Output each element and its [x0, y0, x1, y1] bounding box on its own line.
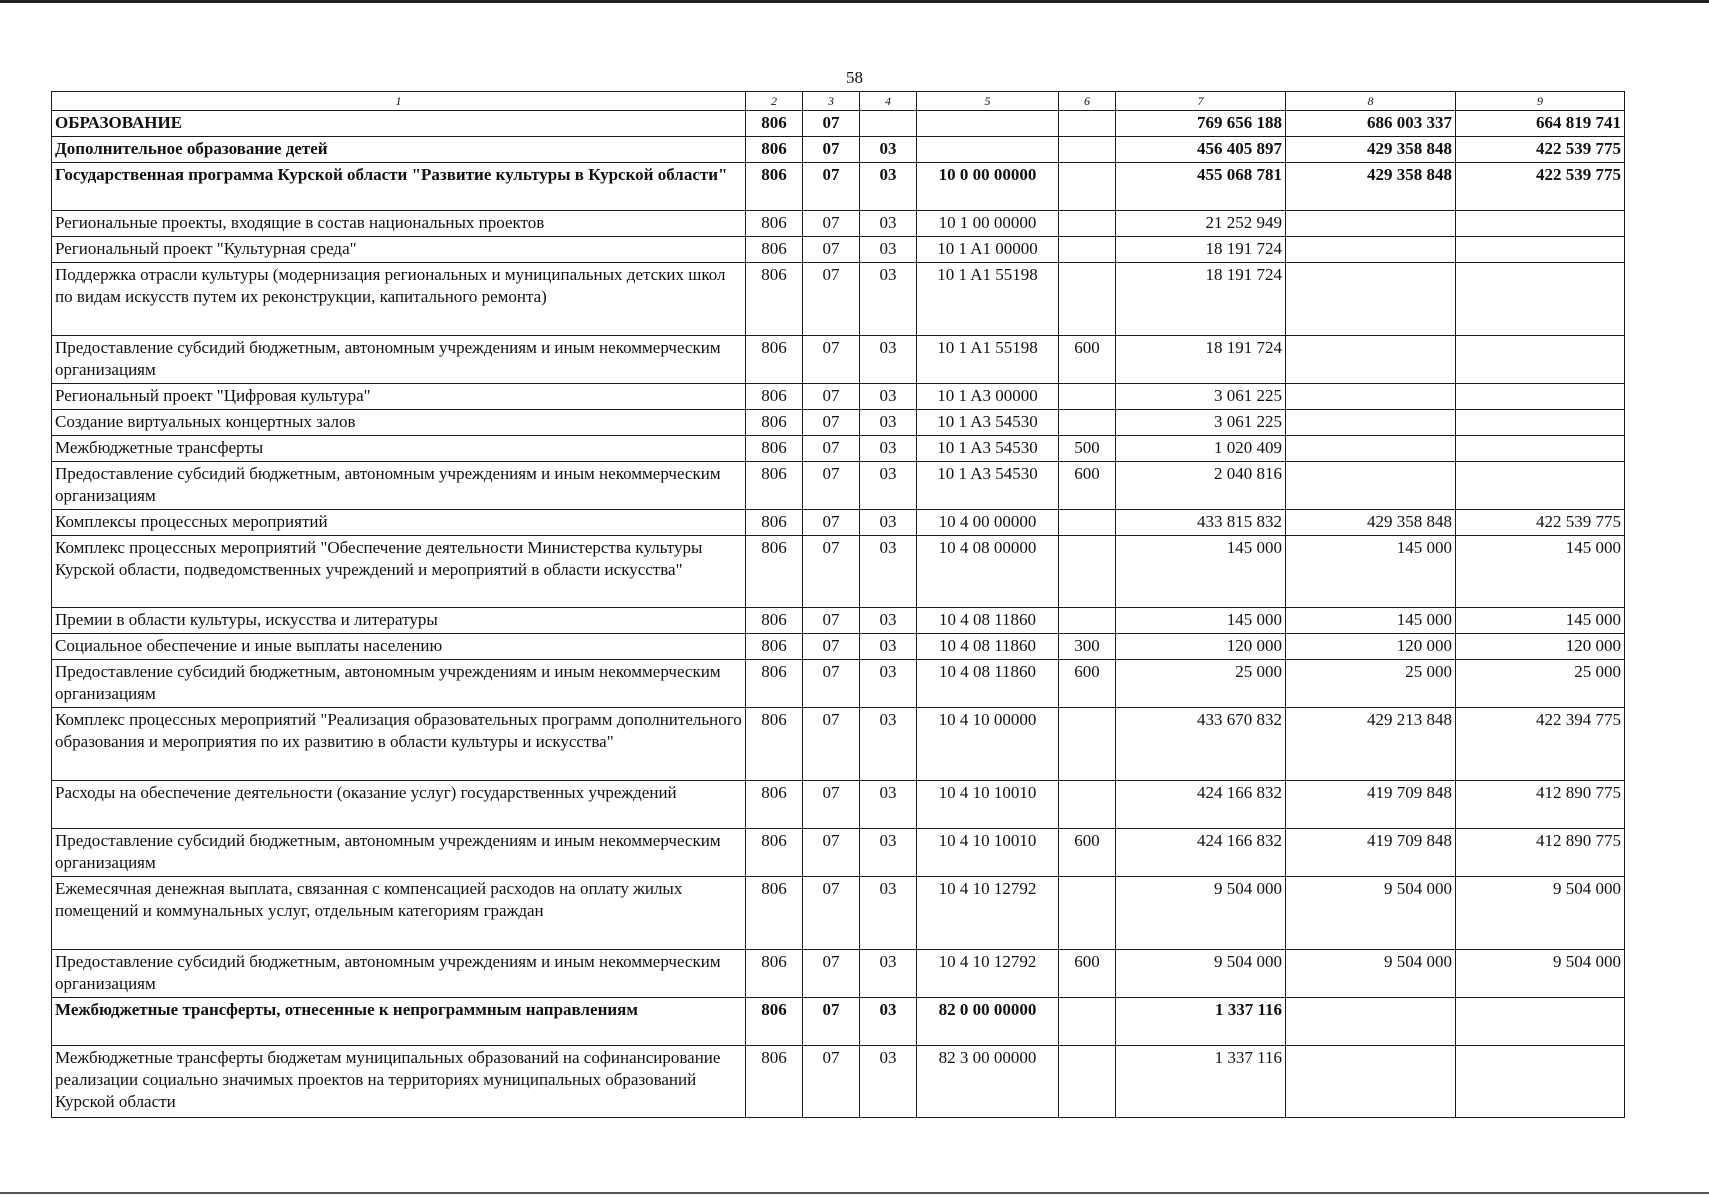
section-code: 07	[803, 510, 860, 536]
page-number: 58	[846, 68, 863, 87]
amount-col7: 21 252 949	[1116, 211, 1286, 237]
column-number: 3	[803, 92, 860, 111]
expense-type-code	[1059, 536, 1116, 608]
table-row	[52, 877, 1625, 950]
amount-col7: 424 166 832	[1116, 829, 1286, 877]
section-code: 07	[803, 829, 860, 877]
expense-type-code	[1059, 384, 1116, 410]
target-article-code: 10 1 A1 55198	[917, 336, 1059, 384]
item-name: ОБРАЗОВАНИЕ	[52, 111, 746, 137]
section-code: 07	[803, 137, 860, 163]
expense-type-code: 600	[1059, 462, 1116, 510]
subsection-code: 03	[860, 163, 917, 211]
amount-col8: 120 000	[1286, 634, 1456, 660]
section-code: 07	[803, 708, 860, 781]
amount-col8: 429 358 848	[1286, 137, 1456, 163]
section-code: 07	[803, 436, 860, 462]
amount-col9: 422 539 775	[1456, 510, 1625, 536]
expense-type-code	[1059, 211, 1116, 237]
ministry-code: 806	[746, 336, 803, 384]
amount-col8	[1286, 211, 1456, 237]
column-number: 2	[746, 92, 803, 111]
amount-col9	[1456, 211, 1625, 237]
item-name: Предоставление субсидий бюджетным, автономным учреждениям и иным некоммерческим организациям	[52, 829, 746, 877]
expense-type-code: 600	[1059, 829, 1116, 877]
amount-col9	[1456, 336, 1625, 384]
subsection-code: 03	[860, 384, 917, 410]
item-name: Комплексы процессных мероприятий	[52, 510, 746, 536]
ministry-code: 806	[746, 950, 803, 998]
column-number: 8	[1286, 92, 1456, 111]
subsection-code: 03	[860, 608, 917, 634]
column-number: 7	[1116, 92, 1286, 111]
amount-col8: 686 003 337	[1286, 111, 1456, 137]
amount-col8	[1286, 410, 1456, 436]
amount-col9: 9 504 000	[1456, 950, 1625, 998]
amount-col9	[1456, 237, 1625, 263]
section-code: 07	[803, 660, 860, 708]
amount-col7: 145 000	[1116, 608, 1286, 634]
target-article-code: 10 4 10 10010	[917, 829, 1059, 877]
amount-col7: 18 191 724	[1116, 263, 1286, 336]
item-name: Предоставление субсидий бюджетным, автономным учреждениям и иным некоммерческим организациям	[52, 336, 746, 384]
section-code: 07	[803, 211, 860, 237]
budget-table	[51, 91, 1625, 1118]
table-row	[52, 384, 1625, 410]
item-name: Дополнительное образование детей	[52, 137, 746, 163]
expense-type-code	[1059, 510, 1116, 536]
item-name: Ежемесячная денежная выплата, связанная с компенсацией расходов на оплату жилых помещений и коммунальных услуг, отдельным категориям граждан	[52, 877, 746, 950]
item-name: Создание виртуальных концертных залов	[52, 410, 746, 436]
scan-edge-top	[0, 0, 1709, 3]
amount-col8	[1286, 998, 1456, 1046]
item-name: Поддержка отрасли культуры (модернизация региональных и муниципальных детских школ по видам искусств путем их реконструкции, капитального ремонта)	[52, 263, 746, 336]
ministry-code: 806	[746, 137, 803, 163]
section-code: 07	[803, 781, 860, 829]
amount-col8	[1286, 436, 1456, 462]
ministry-code: 806	[746, 237, 803, 263]
expense-type-code: 600	[1059, 336, 1116, 384]
ministry-code: 806	[746, 634, 803, 660]
column-number: 1	[52, 92, 746, 111]
target-article-code: 82 3 00 00000	[917, 1046, 1059, 1118]
amount-col7: 456 405 897	[1116, 137, 1286, 163]
table-row	[52, 137, 1625, 163]
item-name: Региональный проект "Культурная среда"	[52, 237, 746, 263]
column-number: 9	[1456, 92, 1625, 111]
expense-type-code	[1059, 877, 1116, 950]
section-code: 07	[803, 1046, 860, 1118]
table-row	[52, 660, 1625, 708]
target-article-code: 10 1 A3 54530	[917, 462, 1059, 510]
expense-type-code	[1059, 137, 1116, 163]
subsection-code: 03	[860, 829, 917, 877]
ministry-code: 806	[746, 998, 803, 1046]
item-name: Комплекс процессных мероприятий "Реализация образовательных программ дополнительного образования и мероприятия по их развитию в области культуры и искусства"	[52, 708, 746, 781]
subsection-code: 03	[860, 950, 917, 998]
section-code: 07	[803, 163, 860, 211]
ministry-code: 806	[746, 536, 803, 608]
table-row	[52, 111, 1625, 137]
target-article-code: 10 4 08 11860	[917, 660, 1059, 708]
target-article-code: 10 4 08 11860	[917, 608, 1059, 634]
amount-col7: 25 000	[1116, 660, 1286, 708]
item-name: Региональный проект "Цифровая культура"	[52, 384, 746, 410]
table-row	[52, 163, 1625, 211]
target-article-code: 10 4 08 00000	[917, 536, 1059, 608]
subsection-code: 03	[860, 877, 917, 950]
amount-col9	[1456, 998, 1625, 1046]
amount-col8: 145 000	[1286, 608, 1456, 634]
table-row	[52, 436, 1625, 462]
amount-col9: 25 000	[1456, 660, 1625, 708]
expense-type-code: 600	[1059, 660, 1116, 708]
table-row	[52, 336, 1625, 384]
section-code: 07	[803, 263, 860, 336]
amount-col9: 412 890 775	[1456, 829, 1625, 877]
subsection-code: 03	[860, 510, 917, 536]
amount-col7: 18 191 724	[1116, 336, 1286, 384]
amount-col8: 419 709 848	[1286, 781, 1456, 829]
ministry-code: 806	[746, 829, 803, 877]
table-row	[52, 510, 1625, 536]
item-name: Премии в области культуры, искусства и литературы	[52, 608, 746, 634]
section-code: 07	[803, 877, 860, 950]
subsection-code: 03	[860, 436, 917, 462]
item-name: Межбюджетные трансферты	[52, 436, 746, 462]
table-row	[52, 462, 1625, 510]
amount-col9: 412 890 775	[1456, 781, 1625, 829]
table-row	[52, 410, 1625, 436]
table-row	[52, 536, 1625, 608]
ministry-code: 806	[746, 660, 803, 708]
amount-col7: 3 061 225	[1116, 410, 1286, 436]
amount-col9: 120 000	[1456, 634, 1625, 660]
scan-edge-bottom	[0, 1192, 1709, 1194]
subsection-code: 03	[860, 336, 917, 384]
expense-type-code: 500	[1059, 436, 1116, 462]
amount-col8: 429 358 848	[1286, 163, 1456, 211]
subsection-code: 03	[860, 263, 917, 336]
table-row	[52, 237, 1625, 263]
table-row	[52, 998, 1625, 1046]
ministry-code: 806	[746, 410, 803, 436]
target-article-code: 10 4 10 10010	[917, 781, 1059, 829]
expense-type-code	[1059, 237, 1116, 263]
subsection-code: 03	[860, 410, 917, 436]
item-name: Расходы на обеспечение деятельности (оказание услуг) государственных учреждений	[52, 781, 746, 829]
column-number: 5	[917, 92, 1059, 111]
subsection-code: 03	[860, 211, 917, 237]
section-code: 07	[803, 336, 860, 384]
target-article-code: 10 1 A1 55198	[917, 263, 1059, 336]
table-row	[52, 634, 1625, 660]
target-article-code	[917, 137, 1059, 163]
ministry-code: 806	[746, 111, 803, 137]
amount-col7: 18 191 724	[1116, 237, 1286, 263]
subsection-code: 03	[860, 660, 917, 708]
column-number: 4	[860, 92, 917, 111]
amount-col9: 422 539 775	[1456, 137, 1625, 163]
expense-type-code	[1059, 111, 1116, 137]
ministry-code: 806	[746, 384, 803, 410]
ministry-code: 806	[746, 510, 803, 536]
table-row	[52, 829, 1625, 877]
subsection-code: 03	[860, 1046, 917, 1118]
amount-col7: 145 000	[1116, 536, 1286, 608]
target-article-code: 10 4 00 00000	[917, 510, 1059, 536]
table-row	[52, 263, 1625, 336]
section-code: 07	[803, 111, 860, 137]
amount-col9: 422 539 775	[1456, 163, 1625, 211]
table-row	[52, 781, 1625, 829]
amount-col9	[1456, 384, 1625, 410]
subsection-code: 03	[860, 137, 917, 163]
target-article-code: 10 0 00 00000	[917, 163, 1059, 211]
expense-type-code	[1059, 410, 1116, 436]
subsection-code: 03	[860, 781, 917, 829]
amount-col8: 9 504 000	[1286, 950, 1456, 998]
expense-type-code	[1059, 781, 1116, 829]
subsection-code: 03	[860, 237, 917, 263]
amount-col7: 424 166 832	[1116, 781, 1286, 829]
ministry-code: 806	[746, 462, 803, 510]
amount-col8: 145 000	[1286, 536, 1456, 608]
item-name: Государственная программа Курской области "Развитие культуры в Курской области"	[52, 163, 746, 211]
amount-col9	[1456, 410, 1625, 436]
ministry-code: 806	[746, 608, 803, 634]
expense-type-code: 300	[1059, 634, 1116, 660]
amount-col9: 145 000	[1456, 536, 1625, 608]
amount-col8	[1286, 336, 1456, 384]
subsection-code: 03	[860, 998, 917, 1046]
target-article-code: 10 1 A3 54530	[917, 410, 1059, 436]
section-code: 07	[803, 608, 860, 634]
amount-col7: 9 504 000	[1116, 950, 1286, 998]
amount-col9: 422 394 775	[1456, 708, 1625, 781]
subsection-code	[860, 111, 917, 137]
expense-type-code	[1059, 998, 1116, 1046]
expense-type-code	[1059, 608, 1116, 634]
ministry-code: 806	[746, 708, 803, 781]
amount-col8: 419 709 848	[1286, 829, 1456, 877]
ministry-code: 806	[746, 211, 803, 237]
section-code: 07	[803, 950, 860, 998]
table-body	[52, 111, 1625, 1118]
amount-col8: 25 000	[1286, 660, 1456, 708]
amount-col8	[1286, 237, 1456, 263]
target-article-code: 10 1 A3 54530	[917, 436, 1059, 462]
column-number-row	[52, 92, 1625, 111]
amount-col8: 9 504 000	[1286, 877, 1456, 950]
item-name: Предоставление субсидий бюджетным, автономным учреждениям и иным некоммерческим организациям	[52, 462, 746, 510]
amount-col7: 1 337 116	[1116, 1046, 1286, 1118]
amount-col7: 1 020 409	[1116, 436, 1286, 462]
expense-type-code	[1059, 1046, 1116, 1118]
item-name: Предоставление субсидий бюджетным, автономным учреждениям и иным некоммерческим организациям	[52, 660, 746, 708]
amount-col8	[1286, 1046, 1456, 1118]
item-name: Региональные проекты, входящие в состав национальных проектов	[52, 211, 746, 237]
target-article-code: 82 0 00 00000	[917, 998, 1059, 1046]
amount-col9	[1456, 436, 1625, 462]
table-row	[52, 950, 1625, 998]
amount-col8	[1286, 384, 1456, 410]
amount-col9: 145 000	[1456, 608, 1625, 634]
column-number: 6	[1059, 92, 1116, 111]
subsection-code: 03	[860, 634, 917, 660]
table-row	[52, 608, 1625, 634]
target-article-code: 10 1 A1 00000	[917, 237, 1059, 263]
amount-col9	[1456, 263, 1625, 336]
amount-col8	[1286, 263, 1456, 336]
section-code: 07	[803, 462, 860, 510]
amount-col7: 9 504 000	[1116, 877, 1286, 950]
expense-type-code	[1059, 708, 1116, 781]
ministry-code: 806	[746, 781, 803, 829]
target-article-code: 10 1 00 00000	[917, 211, 1059, 237]
section-code: 07	[803, 410, 860, 436]
table-row	[52, 708, 1625, 781]
amount-col9: 664 819 741	[1456, 111, 1625, 137]
amount-col9	[1456, 462, 1625, 510]
expense-type-code	[1059, 263, 1116, 336]
ministry-code: 806	[746, 163, 803, 211]
target-article-code: 10 1 A3 00000	[917, 384, 1059, 410]
amount-col7: 455 068 781	[1116, 163, 1286, 211]
ministry-code: 806	[746, 436, 803, 462]
ministry-code: 806	[746, 263, 803, 336]
target-article-code: 10 4 10 00000	[917, 708, 1059, 781]
item-name: Межбюджетные трансферты бюджетам муниципальных образований на софинансирование реализации социально значимых проектов на территориях муниципальных образований Курской области	[52, 1046, 746, 1118]
table-row	[52, 1046, 1625, 1118]
target-article-code: 10 4 08 11860	[917, 634, 1059, 660]
subsection-code: 03	[860, 708, 917, 781]
amount-col8: 429 358 848	[1286, 510, 1456, 536]
target-article-code: 10 4 10 12792	[917, 950, 1059, 998]
item-name: Комплекс процессных мероприятий "Обеспечение деятельности Министерства культуры Курской области, подведомственных учреждений и мероприятий в области искусства"	[52, 536, 746, 608]
expense-type-code: 600	[1059, 950, 1116, 998]
amount-col7: 769 656 188	[1116, 111, 1286, 137]
amount-col9: 9 504 000	[1456, 877, 1625, 950]
amount-col7: 2 040 816	[1116, 462, 1286, 510]
subsection-code: 03	[860, 536, 917, 608]
section-code: 07	[803, 998, 860, 1046]
table-row	[52, 211, 1625, 237]
ministry-code: 806	[746, 1046, 803, 1118]
subsection-code: 03	[860, 462, 917, 510]
item-name: Предоставление субсидий бюджетным, автономным учреждениям и иным некоммерческим организациям	[52, 950, 746, 998]
section-code: 07	[803, 237, 860, 263]
amount-col7: 433 815 832	[1116, 510, 1286, 536]
item-name: Межбюджетные трансферты, отнесенные к непрограммным направлениям	[52, 998, 746, 1046]
section-code: 07	[803, 634, 860, 660]
item-name: Социальное обеспечение и иные выплаты населению	[52, 634, 746, 660]
section-code: 07	[803, 384, 860, 410]
section-code: 07	[803, 536, 860, 608]
amount-col9	[1456, 1046, 1625, 1118]
amount-col7: 3 061 225	[1116, 384, 1286, 410]
amount-col8	[1286, 462, 1456, 510]
amount-col7: 1 337 116	[1116, 998, 1286, 1046]
expense-type-code	[1059, 163, 1116, 211]
amount-col7: 120 000	[1116, 634, 1286, 660]
target-article-code	[917, 111, 1059, 137]
amount-col8: 429 213 848	[1286, 708, 1456, 781]
amount-col7: 433 670 832	[1116, 708, 1286, 781]
target-article-code: 10 4 10 12792	[917, 877, 1059, 950]
ministry-code: 806	[746, 877, 803, 950]
